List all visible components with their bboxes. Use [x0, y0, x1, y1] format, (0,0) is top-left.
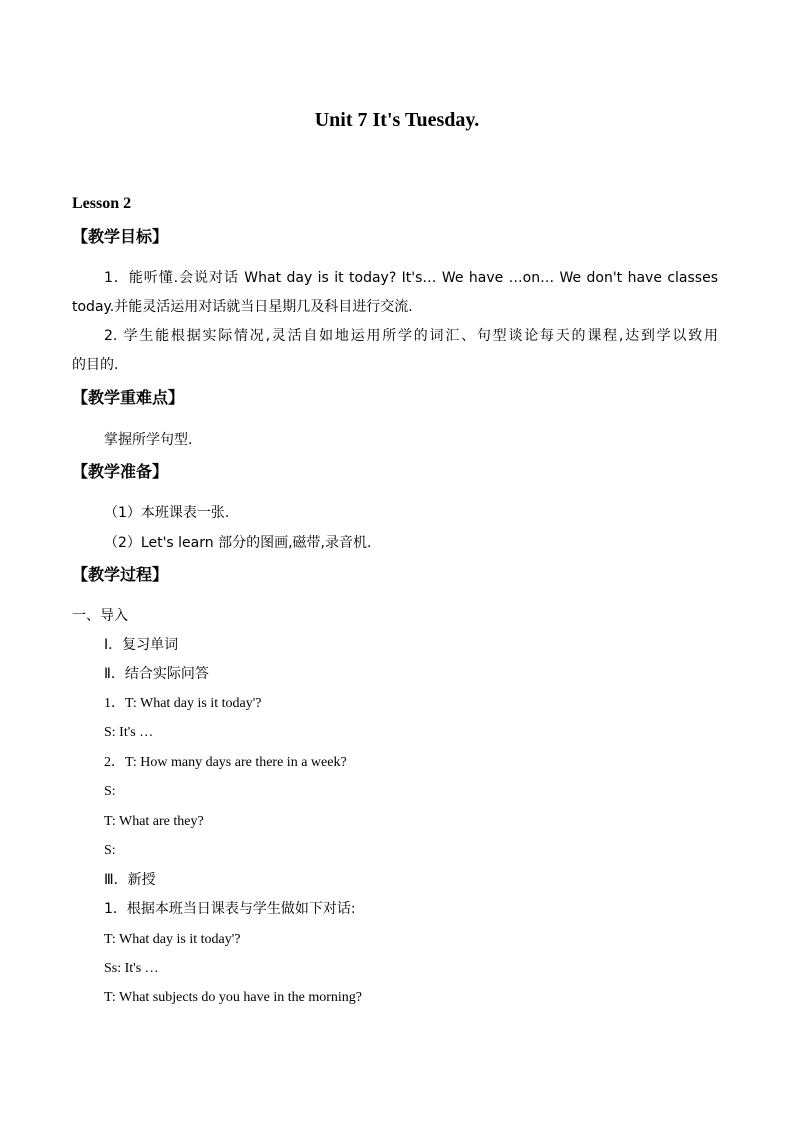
new-lesson-item-1: 1．根据本班当日课表与学生做如下对话:: [104, 901, 356, 917]
dialogue-q2-teacher: 2．T: How many days are there in a week?: [104, 755, 347, 770]
dialogue-q3-student: S:: [104, 843, 116, 858]
preparation-item-1: （1）本班课表一张.: [104, 505, 230, 521]
process-step-i: Ⅰ．复习单词: [104, 637, 179, 653]
objective-1-line-2: today.并能灵活运用对话就当日星期几及科目进行交流.: [72, 299, 413, 315]
process-heading: 【教学过程】: [72, 565, 169, 584]
objective-1-line-1: 1．能听懂.会说对话 What day is it today? It's… We have …on… We don't have classes: [104, 270, 718, 286]
lesson-label: Lesson 2: [72, 195, 132, 212]
dialogue-q1-teacher: 1．T: What day is it today'?: [104, 696, 262, 711]
objective-2-line-2: 的目的.: [72, 357, 119, 373]
dialogue-new-teacher-1: T: What day is it today'?: [104, 932, 241, 947]
dialogue-q2-student: S:: [104, 784, 116, 799]
process-part-1: 一、导入: [72, 608, 128, 624]
document-title: Unit 7 It's Tuesday.: [314, 109, 480, 131]
preparation-heading: 【教学准备】: [72, 462, 169, 481]
objectives-heading: 【教学目标】: [72, 227, 169, 246]
dialogue-new-students: Ss: It's …: [104, 961, 159, 976]
dialogue-q1-student: S: It's …: [104, 725, 154, 740]
dialogue-new-teacher-2: T: What subjects do you have in the morning?: [104, 990, 362, 1005]
key-points-text: 掌握所学句型.: [104, 432, 193, 448]
dialogue-q3-teacher: T: What are they?: [104, 814, 204, 829]
key-points-heading: 【教学重难点】: [72, 388, 185, 407]
process-step-iii: Ⅲ．新授: [104, 872, 156, 888]
objective-2-line-1: 2. 学生能根据实际情况,灵活自如地运用所学的词汇、句型谈论每天的课程,达到学以致用: [104, 328, 718, 344]
process-step-ii: Ⅱ．结合实际问答: [104, 666, 209, 682]
preparation-item-2: （2）Let's learn 部分的图画,磁带,录音机.: [104, 535, 372, 551]
